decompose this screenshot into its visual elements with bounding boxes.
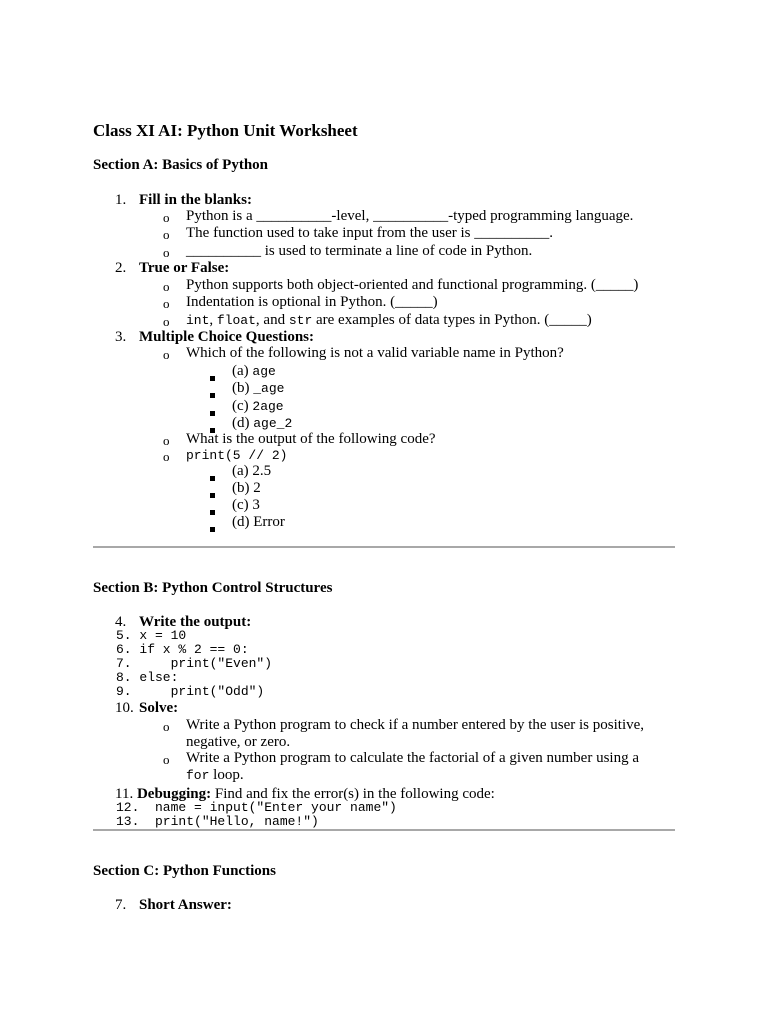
bullet-circle: o [163,347,170,362]
q10-item-2-rest: loop. [209,767,244,783]
code-str: str [288,313,313,328]
q3-sub1-option-c [232,398,284,415]
q2-number: 2. [115,260,127,276]
q1-item-3: __________ is used to terminate a line of code in Python. [186,243,533,259]
q10-item-2-line-2 [186,767,244,784]
q2-item-1: Python supports both object-oriented and functional programming. (_____) [186,277,639,293]
section-a-heading: Section A: Basics of Python [93,157,269,173]
q3-sub2-option-b: (b) 2 [232,480,261,496]
q3-number: 3. [115,329,127,345]
bullet-circle: o [163,752,170,767]
option-prefix: (b) [232,380,254,396]
bullet-circle: o [163,227,170,242]
q10-label: Solve: [139,700,179,716]
q7-number: 7. [115,897,127,913]
section-divider [93,546,675,548]
section-c-heading: Section C: Python Functions [93,863,276,879]
code-line: 8. else: [116,670,179,685]
bullet-square [210,510,215,515]
q3-sub1-option-a [232,363,276,380]
section-divider [93,829,675,831]
code-float: float [216,313,256,328]
option-prefix: (d) [232,415,254,431]
separator: , and [255,312,289,328]
q10-item-2-line-1: Write a Python program to calculate the factorial of a given number using a [186,750,639,766]
code-line: 6. if x % 2 == 0: [116,642,249,657]
option-code: age_2 [253,416,293,431]
q10-number: 10. [115,700,134,716]
code-line: 7. print("Even") [116,656,273,671]
q3-label: Multiple Choice Questions: [139,329,314,345]
bullet-square [210,476,215,481]
q11-label: Debugging: [136,786,212,802]
q11-text: Find and fix the error(s) in the following code: [211,786,495,802]
q1-number: 1. [115,192,127,208]
q2-label: True or False: [139,260,230,276]
q4-label: Write the output: [139,614,252,630]
option-code: 2age [252,399,284,414]
option-code: age [252,364,276,379]
bullet-circle: o [163,719,170,734]
q1-label: Fill in the blanks: [139,192,252,208]
q3-sub1-option-d [232,415,292,432]
code-line: 5. x = 10 [116,628,187,643]
q2-item-3 [186,312,592,329]
q3-sub1-question: Which of the following is not a valid variable name in Python? [186,345,564,361]
debug-code-line: 12. name = input("Enter your name") [116,800,397,815]
option-prefix: (c) [232,398,253,414]
option-prefix: (a) [232,363,253,379]
code-for: for [186,768,210,783]
bullet-circle: o [163,314,170,329]
bullet-circle: o [163,449,170,464]
q2-item-2: Indentation is optional in Python. (_____) [186,294,438,310]
bullet-circle: o [163,245,170,260]
q3-sub2-option-a: (a) 2.5 [232,463,272,479]
bullet-square [210,493,215,498]
q3-sub2-question: What is the output of the following code? [186,431,436,447]
q10-item-1-line-1: Write a Python program to check if a number entered by the user is positive, [186,717,645,733]
q1-item-2: The function used to take input from the user is __________. [186,225,554,241]
code-int: int [186,313,210,328]
code-line: 9. print("Odd") [116,684,265,699]
bullet-square [210,393,215,398]
q3-sub2-option-d: (d) Error [232,514,285,530]
bullet-square [210,411,215,416]
bullet-circle: o [163,433,170,448]
bullet-square [210,527,215,532]
q10-item-1-line-2: negative, or zero. [186,734,291,750]
bullet-circle: o [163,279,170,294]
separator: , [209,312,217,328]
section-b-heading: Section B: Python Control Structures [93,580,333,596]
q3-sub1-option-b [232,380,284,397]
q2-item-3-text: are examples of data types in Python. (_____) [312,312,592,328]
bullet-circle: o [163,296,170,311]
q11-number: 11. [115,786,134,802]
bullet-circle: o [163,210,170,225]
q3-sub2-option-c: (c) 3 [232,497,260,513]
q3-sub2-code: print(5 // 2) [186,448,288,463]
debug-code-line: 13. print("Hello, name!") [116,814,319,829]
q7-label: Short Answer: [139,897,232,913]
page-title: Class XI AI: Python Unit Worksheet [93,121,358,140]
bullet-square [210,376,215,381]
q4-number: 4. [115,614,127,630]
option-code: _age [253,381,285,396]
q1-item-1: Python is a __________-level, __________-typed programming language. [186,208,634,224]
